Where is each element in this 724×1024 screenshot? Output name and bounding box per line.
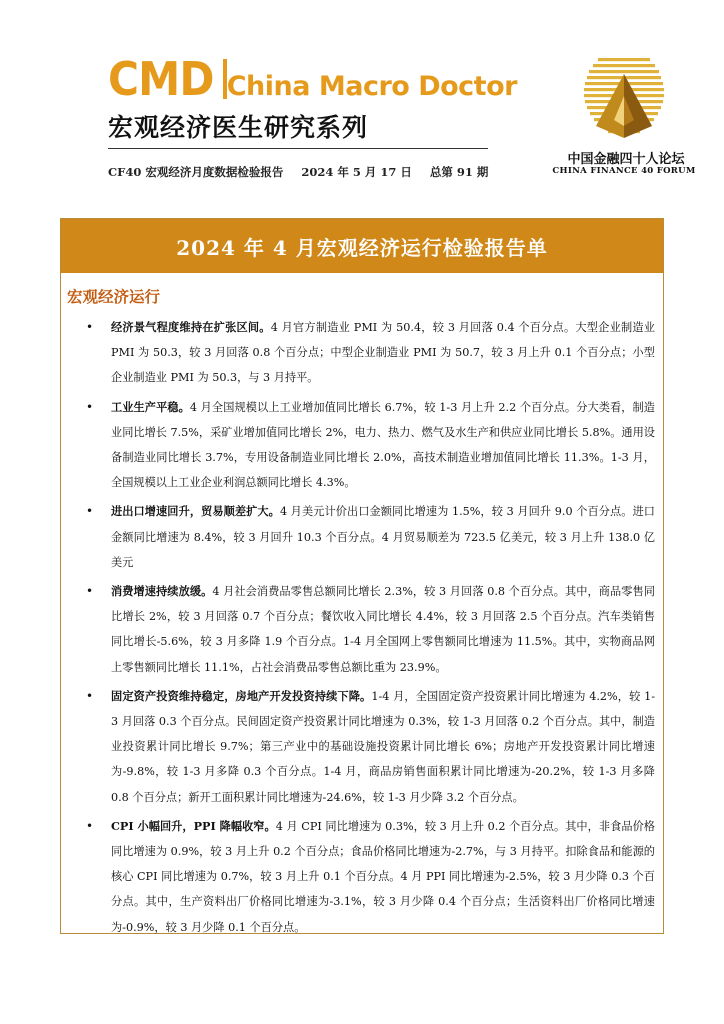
report-card (60, 218, 664, 934)
report-header (0, 0, 724, 190)
section-heading: 宏观经济运行 (67, 288, 161, 306)
issue-date: 2024 年 5 月 17 日 (301, 165, 412, 179)
series-title: 宏观经济医生研究系列 (108, 113, 369, 142)
list-item (61, 814, 663, 940)
item-lead: CPI 小幅回升，PPI 降幅收窄。 (111, 818, 276, 833)
item-body: 4 月官方制造业 PMI 为 50.4，较 3 月回落 0.4 个百分点。大型企业制造业 PMI 为 50.3，较 3 月回落 0.8 个百分点；中型企业制造业 PMI 为 50.7，较 3 月上升 0.1 个百分点；小型企业制造业 PMI 为 50.3，与 3 月持平。 (111, 321, 655, 385)
issue-number: 总第 91 期 (429, 165, 489, 179)
cmd-logo-name: China Macro Doctor (226, 71, 517, 102)
bullet-icon: • (86, 584, 94, 599)
issue-series-code: CF40 宏观经济月度数据检验报告 (108, 165, 284, 179)
bullet-icon: • (86, 320, 94, 334)
item-lead: 固定资产投资维持稳定，房地产开发投资持续下降。 (111, 688, 372, 703)
list-item (61, 684, 663, 810)
cmd-logo (108, 52, 517, 106)
bullet-icon: • (86, 504, 94, 519)
item-lead: 经济景气程度维持在扩张区间。 (111, 320, 271, 334)
forum-name-en: CHINA FINANCE 40 FORUM (552, 166, 696, 176)
forum-pyramid-logo (584, 56, 664, 142)
item-lead: 进出口增速回升，贸易顺差扩大。 (111, 504, 280, 519)
item-lead: 消费增速持续放缓。 (111, 584, 213, 599)
item-lead: 工业生产平稳。 (111, 399, 190, 414)
item-body: 4 月美元计价出口金额同比增速为 1.5%，较 3 月回升 9.0 个百分点。进口金额同比增速为 8.4%，较 3 月回升 10.3 个百分点。4 月贸易顺差为 723.5 亿美元，较 3 月上升 138.0 亿美元 (111, 505, 655, 569)
bullet-icon: • (86, 688, 94, 703)
issue-info (108, 164, 502, 180)
cmd-logo-abbr: CMD (108, 52, 214, 106)
item-body: 4 月全国规模以上工业增加值同比增长 6.7%，较 1-3 月上升 2.2 个百分点。分大类看，制造业同比增长 7.5%，采矿业增加值同比增长 2%，电力、热力、燃气及水生产和供应业同比增长 5.8%。通用设备制造业同比增长 3.7%，专用设备制造业同比增长 2.0%，高技术制造业增加值同比增长 11.3%。1-3 月，全国规模以上工业企业利润总额同比增长 4.3%。 (111, 400, 655, 490)
list-item (61, 395, 663, 496)
bullet-icon: • (86, 818, 94, 833)
indicator-list (61, 315, 663, 944)
forum-name-cn: 中国金融四十人论坛 (567, 152, 685, 167)
item-body: 4 月社会消费品零售总额同比增长 2.3%，较 3 月回落 0.8 个百分点。其中，商品零售同比增长 2%，较 3 月回落 0.7 个百分点；餐饮收入同比增长 4.4%，较 3 月回落 2.5 个百分点。汽车类销售同比增长-5.6%，较 3 月多降 1.9 个百分点。1-4 月全国网上零售额同比增速为 11.5%。其中，实物商品网上零售额同比增长 11.1%，占社会消费品零售总额比重为 23.9%。 (111, 585, 655, 674)
list-item (61, 315, 663, 391)
report-title-bar (61, 219, 663, 273)
item-body: 1-4 月，全国固定资产投资累计同比增速为 4.2%，较 1-3 月回落 0.3 个百分点。民间固定资产投资累计同比增速为 0.3%，较 1-3 月回落 0.2 个百分点。其中，制造业投资累计同比增长 9.7%；第三产业中的基础设施投资累计同比增长 6%；房地产开发投资累计同比增速为-9.8%，较 1-3 月多降 0.3 个百分点。1-4 月，商品房销售面积累计同比增速为-20.2%，较 1-3 月多降 0.8 个百分点；新开工面积累计同比增速为-24.6%，较 1-3 月少降 3.2 个百分点。 (111, 689, 655, 804)
list-item (61, 499, 663, 575)
item-body: 4 月 CPI 同比增速为 0.3%，较 3 月上升 0.2 个百分点。其中，非食品价格同比增速为 0.9%，较 3 月上升 0.2 个百分点；食品价格同比增速为-2.7%，与 3 月持平。扣除食品和能源的核心 CPI 同比增速为 0.7%，较 3 月上升 0.1 个百分点。4 月 PPI 同比增速为-2.5%，较 3 月少降 0.3 个百分点。其中，生产资料出厂价格同比增速为-3.1%，较 3 月少降 0.4 个百分点；生活资料出厂价格同比增速为-0.9%，较 3 月少降 0.1 个百分点。 (111, 819, 655, 934)
list-item (61, 579, 663, 680)
report-title: 2024 年 4 月宏观经济运行检验报告单 (176, 235, 548, 260)
header-divider (108, 148, 488, 149)
bullet-icon: • (86, 399, 94, 414)
